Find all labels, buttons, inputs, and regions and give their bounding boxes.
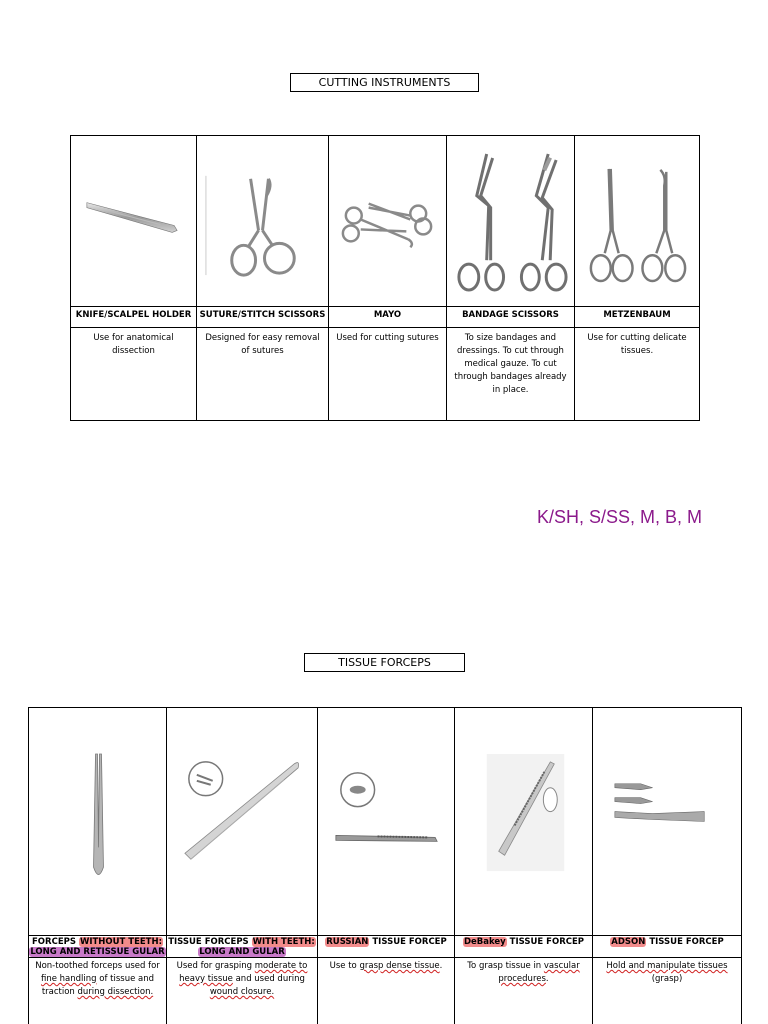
desc-underlined: Hold and manipulate tissues: [606, 961, 728, 971]
debakey-forceps-image: [455, 708, 593, 936]
forceps-name: [167, 936, 318, 958]
forceps-description: [318, 958, 455, 1024]
forceps-name-part: TISSUE FORCEPS: [168, 937, 252, 947]
adson-forceps-image: [593, 708, 742, 936]
russian-forceps-icon: [318, 708, 454, 935]
instrument-name: METZENBAUM: [575, 307, 700, 328]
instrument-name: SUTURE/STITCH SCISSORS: [197, 307, 329, 328]
forceps-name-part: FORCEPS: [32, 937, 79, 947]
cutting-instruments-title: CUTTING INSTRUMENTS: [290, 73, 479, 92]
forceps-name: [318, 936, 455, 958]
cutting-instruments-table: [70, 135, 700, 421]
desc-underlined: moderate to heavy tissue: [179, 961, 308, 984]
tissue-forceps-title: TISSUE FORCEPS: [304, 653, 465, 672]
forceps-name-part: TISSUE FORCEP: [646, 937, 724, 947]
scalpel-holder-icon: [71, 136, 196, 306]
desc-underlined: wound closure.: [209, 987, 275, 997]
suture-scissors-icon: [197, 136, 328, 306]
forceps-name-part: TISSUE FORCEP: [369, 937, 447, 947]
desc-part: of tissue and traction: [41, 974, 155, 997]
tissue-forceps-table: [28, 707, 742, 1024]
desc-part: Use to: [329, 961, 360, 971]
forceps-name: [29, 936, 167, 958]
forceps-with-teeth-image: [167, 708, 318, 936]
suture-scissors-image: [197, 136, 329, 307]
forceps-name-highlight: LONG AND RETISSUE GULAR: [30, 947, 165, 957]
metzenbaum-scissors-image: [575, 136, 700, 307]
desc-part: and used during: [232, 974, 305, 984]
desc-underlined: vascular procedures: [498, 961, 580, 984]
russian-forceps-image: [318, 708, 455, 936]
forceps-name: [455, 936, 593, 958]
adson-forceps-icon: [593, 708, 741, 935]
desc-part: .: [545, 974, 549, 984]
forceps-description: [593, 958, 742, 1024]
instrument-description: Use for cutting delicate tissues.: [575, 328, 700, 421]
bandage-scissors-image: [447, 136, 575, 307]
mnemonic-text: K/SH, S/SS, M, B, M: [537, 507, 703, 527]
desc-part: To grasp tissue in: [467, 961, 544, 971]
forceps-name: [593, 936, 742, 958]
bandage-scissors-icon: [447, 136, 574, 306]
forceps-description: [167, 958, 318, 1024]
scalpel-holder-image: [71, 136, 197, 307]
desc-underlined: fine handling: [40, 974, 97, 984]
forceps-without-teeth-image: [29, 708, 167, 936]
mayo-scissors-icon: [329, 136, 446, 306]
debakey-forceps-icon: [455, 708, 592, 935]
forceps-name-highlight: LONG AND GULAR: [199, 947, 285, 957]
instrument-description: Use for anatomical dissection: [71, 328, 197, 421]
forceps-description: [455, 958, 593, 1024]
desc-underlined: during dissection.: [77, 987, 154, 997]
forceps-name-highlight: DeBakey: [463, 937, 506, 947]
forceps-description: [29, 958, 167, 1024]
forceps-name-part: TISSUE FORCEP: [506, 937, 585, 947]
instrument-name: KNIFE/SCALPEL HOLDER: [71, 307, 197, 328]
desc-part: (grasp): [651, 974, 683, 984]
forceps-name-highlight: WITHOUT TEETH:: [79, 937, 162, 947]
desc-part: Non-toothed forceps used for: [35, 961, 160, 971]
instrument-name: BANDAGE SCISSORS: [447, 307, 575, 328]
forceps-with-teeth-icon: [167, 708, 317, 935]
forceps-name-highlight: WITH TEETH:: [252, 937, 315, 947]
desc-part: .: [439, 961, 443, 971]
desc-underlined: grasp dense tissue: [359, 961, 440, 971]
metzenbaum-scissors-icon: [575, 136, 699, 306]
instrument-name: MAYO: [329, 307, 447, 328]
forceps-name-highlight: RUSSIAN: [326, 937, 369, 947]
desc-part: Used for grasping: [176, 961, 255, 971]
instrument-description: Used for cutting sutures: [329, 328, 447, 421]
forceps-without-teeth-icon: [29, 708, 166, 935]
instrument-description: Designed for easy removal of sutures: [197, 328, 329, 421]
instrument-description: To size bandages and dressings. To cut through medical gauze. To cut through bandages already in place.: [447, 328, 575, 421]
forceps-name-highlight: ADSON: [611, 937, 646, 947]
mayo-scissors-image: [329, 136, 447, 307]
